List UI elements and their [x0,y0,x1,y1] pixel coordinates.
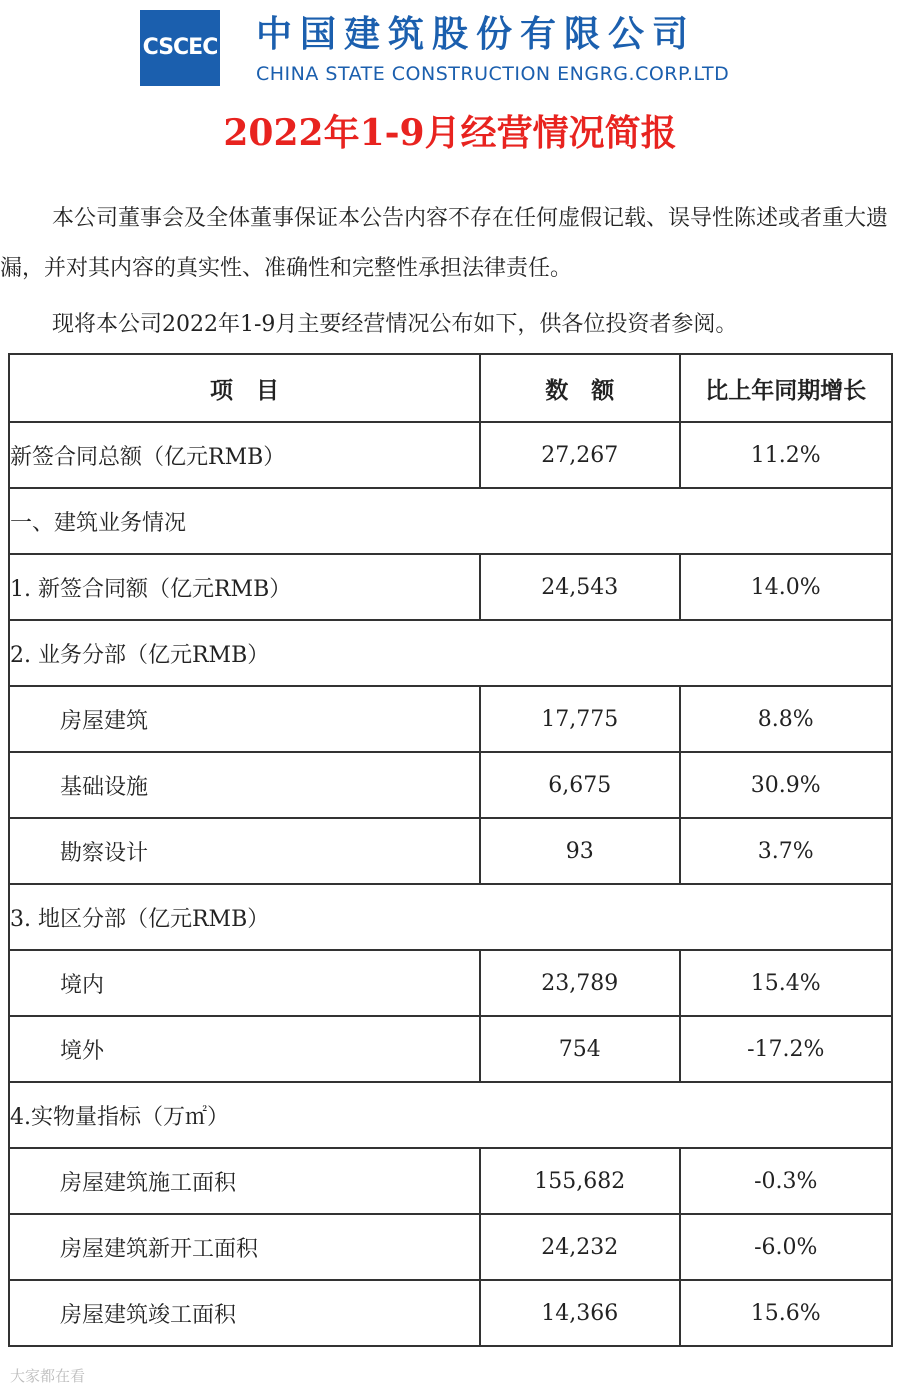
row-growth: -17.2% [680,1016,893,1082]
header-item: 项 目 [9,354,480,422]
row-item: 房屋建筑 [9,686,480,752]
row-growth: 8.8% [680,686,893,752]
table-section-row [9,884,892,950]
intro-text: 现将本公司2022年1-9月主要经营情况公布如下，供各位投资者参阅。 [52,312,738,337]
row-item: 勘察设计 [9,818,480,884]
row-growth: 14.0% [680,554,893,620]
row-item: 1. 新签合同额（亿元RMB） [9,554,480,620]
header-growth: 比上年同期增长 [680,354,893,422]
row-growth: 15.6% [680,1280,893,1346]
table-header-row [9,354,892,422]
row-growth: 30.9% [680,752,893,818]
row-item: 境内 [9,950,480,1016]
section-heading: 2. 业务分部（亿元RMB） [9,620,892,686]
row-growth: -0.3% [680,1148,893,1214]
company-logo [140,10,220,86]
table-row [9,950,892,1016]
operations-table [8,353,893,1347]
row-growth: 11.2% [680,422,893,488]
table-row [9,554,892,620]
row-growth: -6.0% [680,1214,893,1280]
company-name-en: CHINA STATE CONSTRUCTION ENGRG.CORP.LTD [256,63,730,85]
table-row [9,752,892,818]
report-title: 2022年1-9月经营情况简报 [223,112,677,154]
table-section-row [9,1082,892,1148]
row-item: 房屋建筑新开工面积 [9,1214,480,1280]
row-value: 754 [480,1016,679,1082]
row-value: 93 [480,818,679,884]
section-heading: 4.实物量指标（万㎡） [9,1082,892,1148]
table-row [9,818,892,884]
table-row [9,1148,892,1214]
row-value: 155,682 [480,1148,679,1214]
row-growth: 15.4% [680,950,893,1016]
header-value: 数 额 [480,354,679,422]
row-item: 基础设施 [9,752,480,818]
table-row [9,1214,892,1280]
watermark: 大家都在看 [10,1367,86,1385]
table-row [9,686,892,752]
row-item: 新签合同总额（亿元RMB） [9,422,480,488]
row-value: 6,675 [480,752,679,818]
table-row [9,1016,892,1082]
table-section-row [9,488,892,554]
board-statement: 本公司董事会及全体董事保证本公告内容不存在任何虚假记载、误导性陈述或者重大遗漏，并对其内容的真实性、准确性和完整性承担法律责任。 [0,206,889,281]
row-value: 14,366 [480,1280,679,1346]
row-value: 24,543 [480,554,679,620]
logo-mark: CSCEC [142,35,218,60]
section-heading: 一、建筑业务情况 [9,488,892,554]
table-row [9,1280,892,1346]
row-value: 27,267 [480,422,679,488]
row-item: 房屋建筑竣工面积 [9,1280,480,1346]
row-value: 23,789 [480,950,679,1016]
row-growth: 3.7% [680,818,893,884]
row-value: 17,775 [480,686,679,752]
row-item: 房屋建筑施工面积 [9,1148,480,1214]
letterhead [0,0,900,100]
company-name-cn: 中国建筑股份有限公司 [256,14,697,55]
row-value: 24,232 [480,1214,679,1280]
section-heading: 3. 地区分部（亿元RMB） [9,884,892,950]
table-row [9,422,892,488]
row-item: 境外 [9,1016,480,1082]
table-section-row [9,620,892,686]
